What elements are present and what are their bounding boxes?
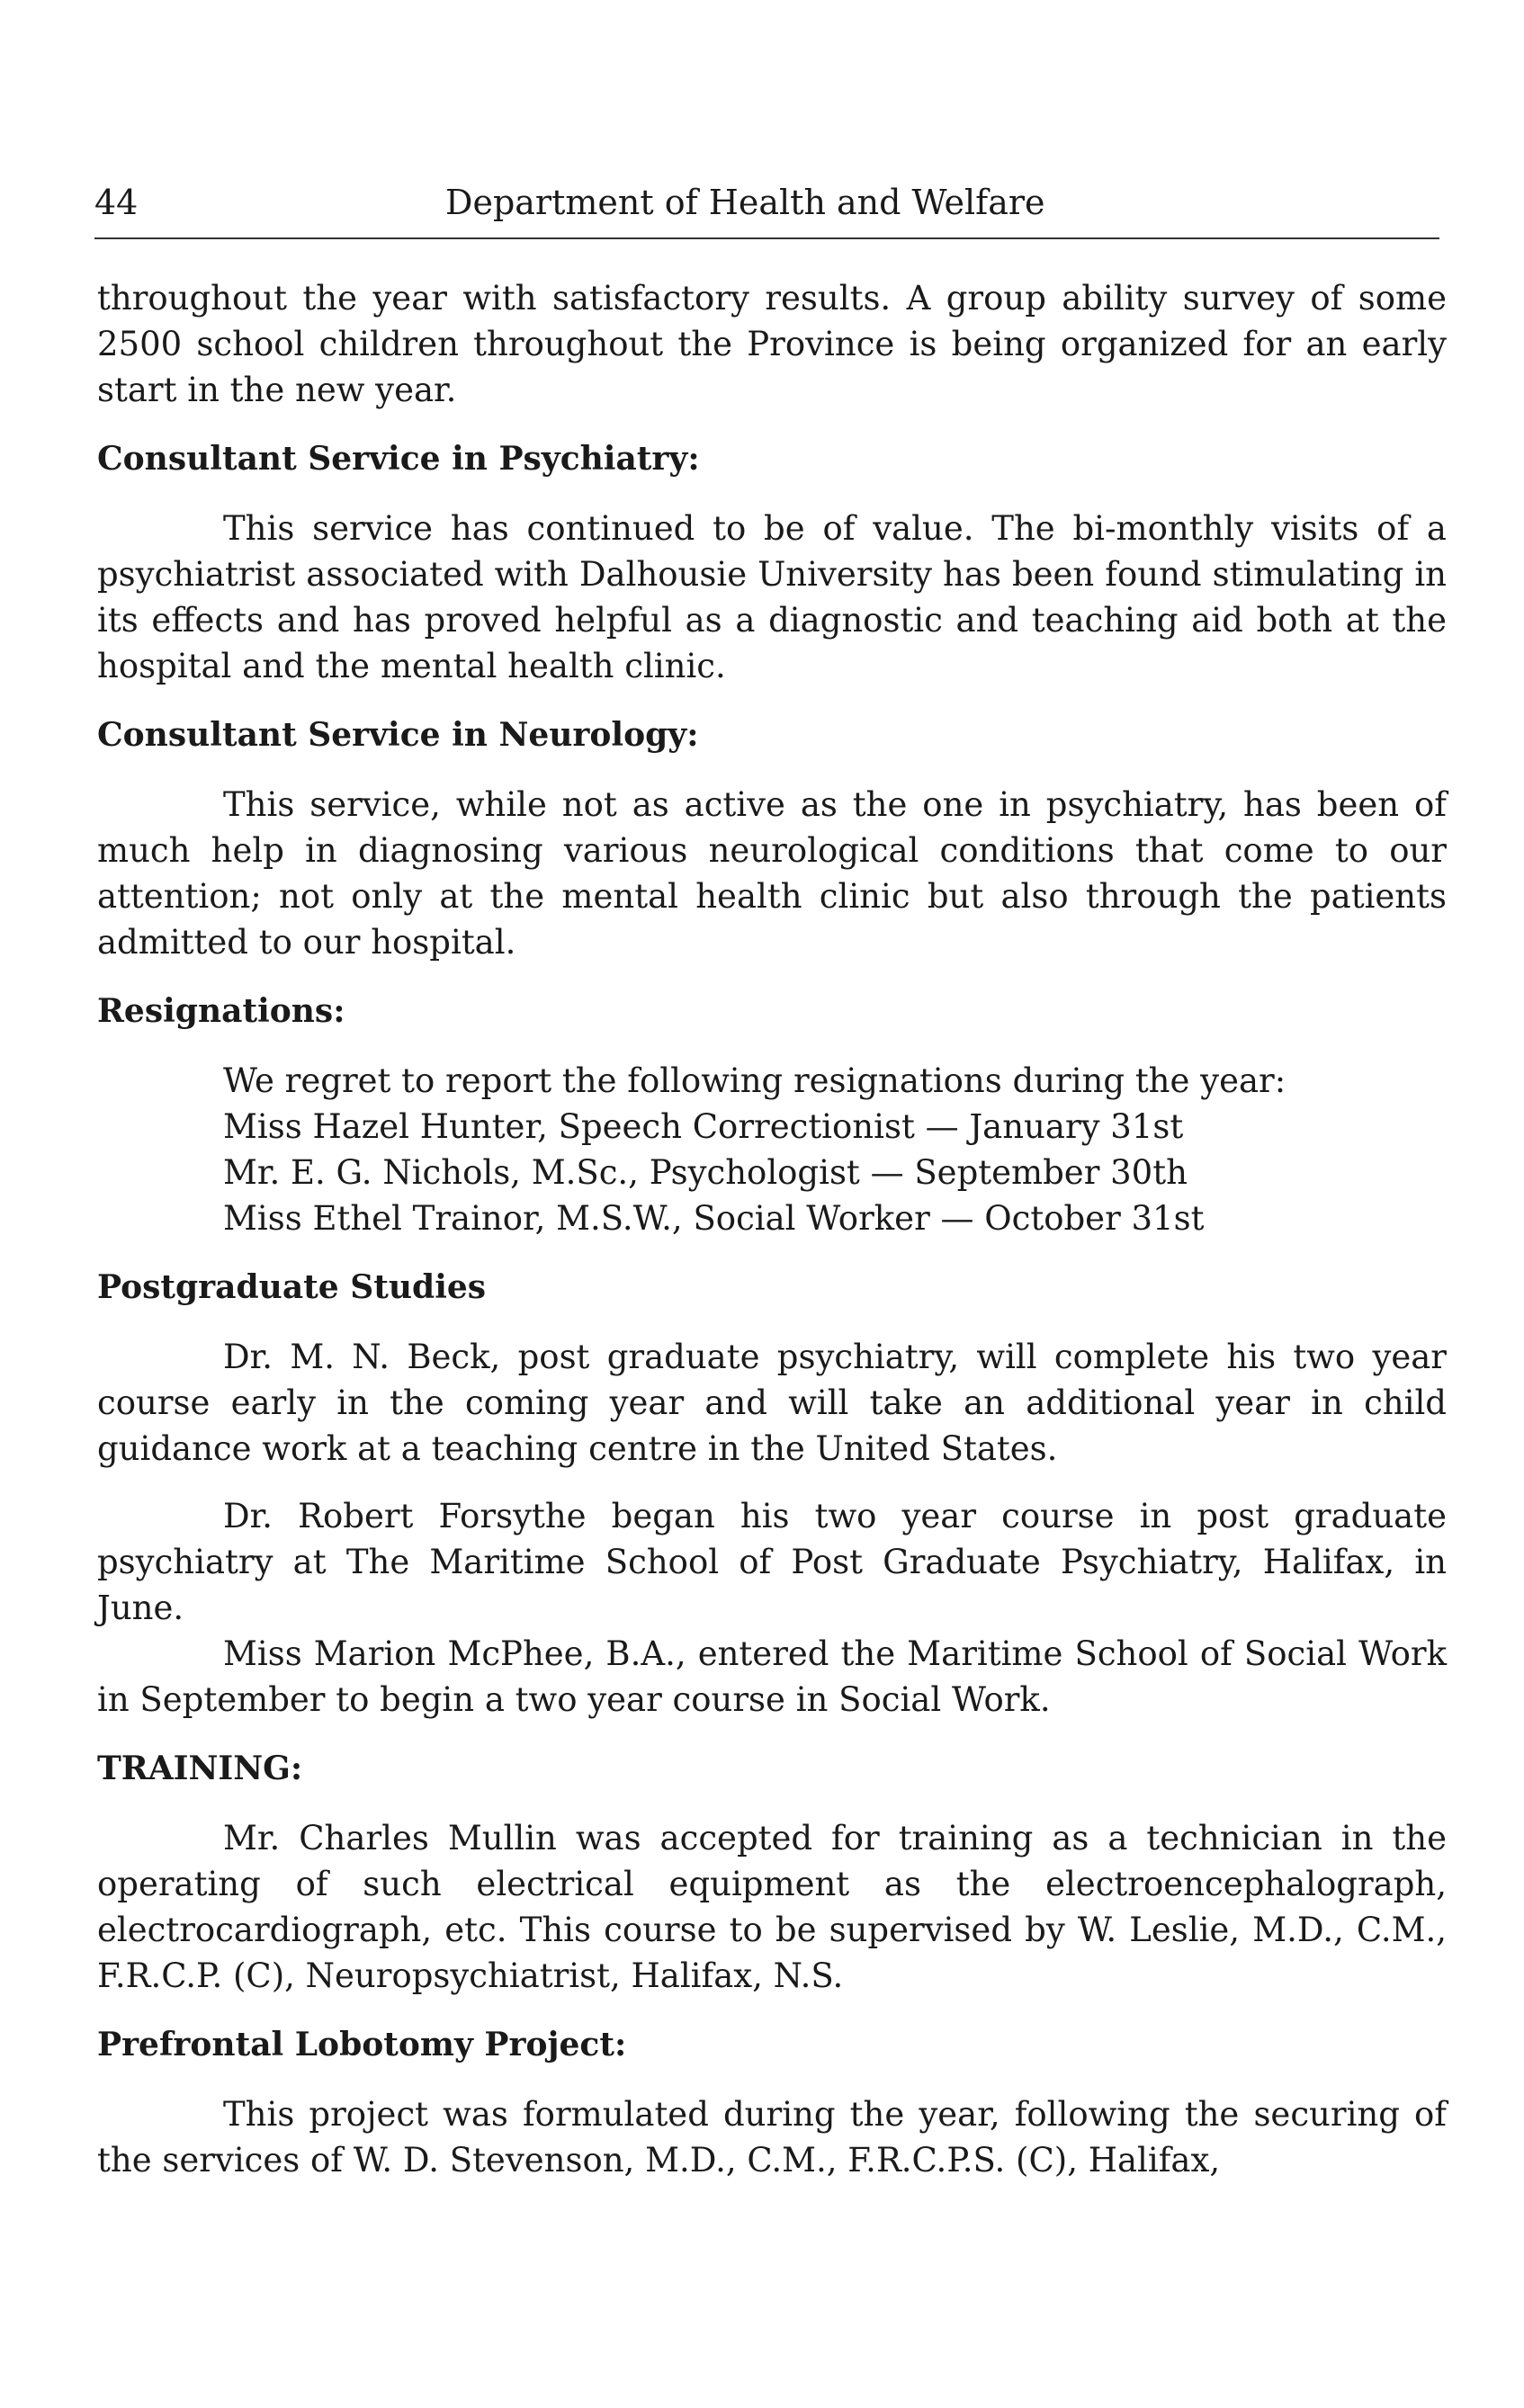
postgraduate-paragraph: Dr. M. N. Beck, post graduate psychiatry, will complete his two year course early in the coming year and will take an additional year in child guidance work at a teaching centre in the United States. — [97, 1338, 1447, 1468]
training-paragraph: Mr. Charles Mullin was accepted for training as a technician in the operating of such electrical equipment as the electroencephalograph, electrocardiograph, etc. This course to be supervised by W. Leslie, M.D., C.M., F.R.C.P. (C), Neuropsychiatrist, Halifax, N.S. — [97, 1819, 1447, 1995]
lobotomy-paragraph: This project was formulated during the year, following the securing of the services of W. D. Stevenson, M.D., C.M., F.R.C.P.S. (C), Halifax, — [97, 2095, 1447, 2180]
intro-paragraph: throughout the year with satisfactory results. A group ability survey of some 2500 school children throughout the Province is being organized for an early start in the new year. — [97, 279, 1447, 409]
neurology-heading: Consultant Service in Neurology: — [97, 716, 699, 754]
running-head-title: Department of Health and Welfare — [445, 183, 1045, 222]
psychiatry-paragraph: This service has continued to be of value. The bi-monthly visits of a psychiatrist associated with Dalhousie University has been found stimulating in its effects and has proved helpful as a diagnostic and teaching aid both at the hospital and the mental health clinic. — [97, 509, 1447, 685]
resignations-intro: We regret to report the following resignations during the year: — [223, 1061, 1286, 1100]
resignations-list — [223, 1058, 1447, 1241]
psychiatry-heading: Consultant Service in Psychiatry: — [97, 440, 700, 478]
training-heading: TRAINING: — [97, 1750, 303, 1787]
resignation-item: Miss Ethel Trainor, M.S.W., Social Worker — October 31st — [223, 1199, 1205, 1238]
resignation-item: Mr. E. G. Nichols, M.Sc., Psychologist — September 30th — [223, 1153, 1188, 1192]
neurology-paragraph: This service, while not as active as the one in psychiatry, has been of much help in diagnosing various neurological conditions that come to our attention; not only at the mental health clinic but also through the patients admitted to our hospital. — [97, 785, 1447, 962]
header-rule — [94, 237, 1439, 239]
resignation-item: Miss Hazel Hunter, Speech Correctionist — January 31st — [223, 1107, 1184, 1146]
postgraduate-paragraph: Miss Marion McPhee, B.A., entered the Maritime School of Social Work in September to begin a two year course in Social Work. — [97, 1634, 1447, 1719]
page-number: 44 — [94, 183, 139, 222]
lobotomy-heading: Prefrontal Lobotomy Project: — [97, 2026, 627, 2063]
page-body — [97, 275, 1447, 2183]
resignations-heading: Resignations: — [97, 992, 345, 1030]
postgraduate-heading: Postgraduate Studies — [97, 1268, 487, 1306]
postgraduate-paragraph: Dr. Robert Forsythe began his two year course in post graduate psychiatry at The Maritime School of Post Graduate Psychiatry, Halifax, in June. — [97, 1497, 1447, 1627]
running-head — [94, 175, 1439, 229]
